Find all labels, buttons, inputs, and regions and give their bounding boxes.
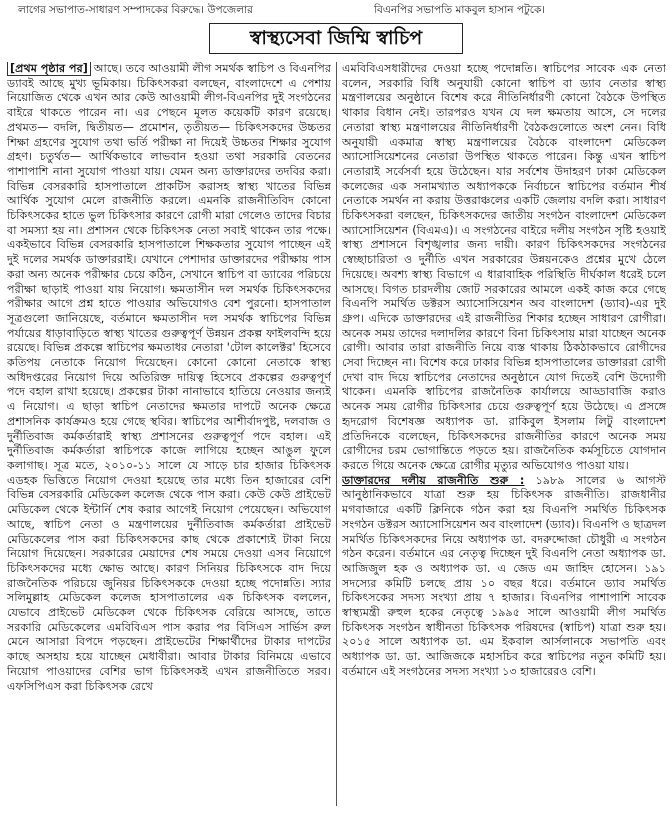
section-subheading: ডাক্তারদের দলীয় রাজনীতি শুরু : <box>342 473 525 487</box>
strip-left-text: লাগের সভাপাত-সাধারণ সম্পাদকের বিরুদ্ধে। উপজেলার <box>18 4 253 16</box>
strip-right-text: বিএনপির সভাপতি মাকবুল হাসান পটুকে। <box>374 4 546 16</box>
right-column-body-2: ১৯৮৯ সালের ৬ আগস্ট আনুষ্ঠানিকভাবে যাত্রা শুরু হয় চিকিৎসক রাজনীতি। রাজধানীর মগবাজারে একটি ক্লিনিকে গঠন করা হয় বিএনপি সমর্থিত চিকিৎসক সংগঠন ডক্টরস অ্যাসোসিয়েশন অব বাংলাদেশ (ড্যাব)। বিএনপি ও ছাত্রদল সমর্থিত চিকিৎসকদের নিয়ে অধ্যাপক ডা. বদরুদ্দোজা চৌধুরী এ সংগঠন গঠন করেন। বর্তমানে এর নেতৃত্ব দিচ্ছেন দুই বিএনপি নেতা অধ্যাপক ডা. আজিজুল হক ও অধ্যাপক ডা. এ জেড এম জাহিদ হোসেন। ১৯১ সদস্যের কমিটি চলছে প্রায় ১০ বছর ধরে। বর্তমানে ড্যাব সমর্থিত চিকিৎসকের সদস্য সংখ্যা প্রায় ৭ হাজার। বিএনপির পাশাপাশি সাবেক স্বাস্থ্যমন্ত্রী রুহুল হকের নেতৃত্বে ১৯৯৫ সালে আওয়ামী লীগ সমর্থিত চিকিৎসক সংগঠন স্বাধীনতা চিকিৎসক পরিষদের (স্বাচিপ) যাত্রা শুরু হয়। ২০১৫ সালে অধ্যাপক ডা. এম ইকবাল আর্সলানকে সভাপতি এবং অধ্যাপক ডা. ডা. আজিজকে মহাসচিব করে স্বাচিপের নতুন কমিটি হয়। বর্তমানে এই সংগঠনের সদস্য সংখ্যা ১৩ হাজারেরও বেশি। <box>342 473 666 678</box>
article-column-left <box>7 62 331 812</box>
article-column-right <box>342 62 666 812</box>
left-column-paragraph <box>7 62 331 694</box>
headline-container <box>0 23 672 54</box>
right-column-paragraph-1: এমবিবিএসধারীদের দেওয়া হচ্ছে পদোন্নতি। স্বাচিপের সাবেক এক নেতা বলেন, সরকারি বিধি অনুযায়ী কোনো স্বাচিপ বা ড্যাব নেতার স্বাস্থ্য মন্ত্রণালয়ের অনুষ্ঠানে বিশেষ করে নীতিনির্ধারণী কোনো বৈঠকে উপস্থিত থাকার বিধান নেই। তারপরও যখন যে দল ক্ষমতায় আসে, সে দলের নেতারা স্বাস্থ্য মন্ত্রণালয়ের নীতিনির্ধারণী বৈঠকগুলোতে অংশ নেন। বিধি অনুযায়ী একমাত্র স্বাস্থ্য মন্ত্রণালয়ের বৈঠকে বাংলাদেশ মেডিকেল অ্যাসোসিয়েশনের নেতারা উপস্থিত থাকতে পারেন। কিন্তু এখন স্বাচিপ নেতারাই সর্বেসর্বা হয়ে উঠেছেন। যার সর্বশেষ উদাহরণ ঢাকা মেডিকেল কলেজের এক সনামখ্যাত অধ্যাপককে নির্বাচনে স্বাচিপের বর্তমান শীর্ষ নেতাকে সমর্থন না করায় উত্তরাঞ্চলের একটি জেলায় বদলি করা। সাধারণ চিকিৎসকরা বলছেন, চিকিৎসকদের জাতীয় সংগঠন বাংলাদেশ মেডিকেল অ্যাসোসিয়েশন (বিএমএ)। এ সংগঠনের বাইরে দলীয় সংগঠন সৃষ্টি হওয়াই স্বাস্থ্য প্রশাসনে বিশৃঙ্খলার জন্য দায়ী। কারণ চিকিৎসকদের সংগঠনের স্বেচ্ছাচারিতা ও দুর্নীতি এখন সরকারের উন্নয়নকেও প্রশ্নের মুখে ঠেলে দিয়েছে। অবশ্য স্বাস্থ্য বিভাগে এ ধারাবাহিক পরিস্থিতি দীর্ঘকাল ধরেই চলে আসছে। বিগত চারদলীয় জোট সরকারের আমলে একই কাজ করে গেছে বিএনপি সমর্থিত ডক্টরস অ্যাসোসিয়েশন অব বাংলাদেশ (ড্যাব)-এর দুই গ্রুপ। এদিকে ডাক্তারদের এই রাজনীতির শিকার হচ্ছেন সাধারণ রোগীরা। অনেক সময় তাদের দলাদলির কারণে বিনা চিকিৎসায় মারা যাচ্ছেন অনেক রোগী। আবার তারা রাজনীতি নিয়ে ব্যস্ত থাকায় ঠিকঠাকভাবে রোগীদের সেবা দিচ্ছেন না। বিশেষ করে ঢাকার বিভিন্ন হাসপাতালের ডাক্তাররা রোগী দেখা বাদ দিয়ে স্বাচিপের নেতাদের অনুষ্ঠানে যোগ দিতেই বেশি উদ্যোগী থাকেন। এমনকি স্বাচিপের রাজনৈতিক কার্যালয়ে আড্ডাবাজি করাও অনেক সময় রোগীর চিকিৎসার চেয়ে গুরুত্বপূর্ণ হয়ে উঠেছে। এ প্রসঙ্গে হৃদরোগ বিশেষজ্ঞ অধ্যাপক ডা. রাকিবুল ইসলাম লিটু বাংলাদেশ প্রতিদিনকে বলেছেন, চিকিৎসকদের রাজনীতির কারণে অনেক সময় রোগীদের চরম ভোগান্তিতে পড়তে হয়। রাজনৈতিক কর্মসূচিতে যোগদান করতে গিয়ে অনেক ক্ষেত্রে রোগীর মৃত্যুর অভিযোগও পাওয়া যায়। <box>342 62 666 472</box>
article-headline: স্বাস্থ্যসেবা জিম্মি স্বাচিপ <box>209 23 463 54</box>
previous-article-strip <box>0 0 672 22</box>
right-column-paragraph-2 <box>342 474 666 680</box>
column-divider <box>336 62 337 806</box>
continuation-tag: [প্রথম পৃষ্ঠার পর] <box>7 62 91 76</box>
left-column-body: আছে। তবে আওয়ামী লীগ সমর্থক স্বাচিপ ও বিএনপির ড্যাবই আছে মুখ্য ভূমিকায়। চিকিৎসকরা বলছেন, বাংলাদেশে এ পেশায় নিয়োজিত থেকে এখন আর কেউ আওয়ামী লীগ-বিএনপির দুই সংগঠনের বাইরে থাকতে পারেন না। এর পেছনে মূলত কয়েকটি কারণ রয়েছে। প্রথমত— বদলি, দ্বিতীয়ত— প্রমোশন, তৃতীয়ত— চিকিৎসকদের উচ্চতর শিক্ষা গ্রহণের সুযোগ তথা ভর্তি পরীক্ষা না দিয়েই উচ্চতর শিক্ষার সুযোগ গ্রহণ। চতুর্থত— আর্থিকভাবে লাভবান হওয়া তথা সরকারি বেতনের পাশাপাশি নানা সুযোগ পাওয়া যায়। যেমন অন্য ডাক্তারদের তদবির করা। বিভিন্ন বেসরকারি হাসপাতালে প্রাকটিস করাসহ স্বাস্থ্য খাতের বিভিন্ন আর্থিক সুযোগ মেলে রাজনীতি করলে। এমনকি রাজনীতিবিদ কোনো চিকিৎসকের হাতে ভুল চিকিৎসার কারণে রোগী মারা গেলেও তাদের বিচার বা সমস্যা হয় না। প্রশাসন থেকে চিকিৎসক নেতা সবাই থাকেন তার পক্ষে। একইভাবে বিভিন্ন বেসরকারি হাসপাতালে শিক্ষকতার সুযোগ পাচ্ছেন এই দুই দলের সমর্থক ডাক্তাররাই। যেখানে পেশাদার ডাক্তারদের পরীক্ষায় পাস করা অন্য অনেক পরীক্ষার চেয়ে কঠিন, সেখানে স্বাচিপ বা ড্যাবের পরিচয়ে পরীক্ষা ছাড়াই পাওয়া যায় নিয়োগ। ক্ষমতাসীন দল সমর্থক চিকিৎসকদের পরীক্ষার আগে প্রশ্ন হাতে পাওয়ার অভিযোগও বেশ পুরনো। হাসপাতাল সূত্রগুলো জানিয়েছে, বর্তমানে ক্ষমতাসীন দল সমর্থক স্বাচিপের বিভিন্ন পর্যায়ের ধাড়াবাড়িতে স্বাস্থ্য খাতের গুরুত্বপূর্ণ উন্নয়ন প্রকল্প ফাইলবন্দি হয়ে রয়েছে। বিভিন্ন প্রকল্পে স্বাচিপের ক্ষমতাধর নেতারা 'টোল কালেক্টর' হিসেবে কতিপয় নেতাকে নিয়োগ দিয়েছেন। কোনো কোনো নেতাকে স্বাস্থ্য অধিদপ্তরের নিয়োগ দিয়ে অতিরিক্ত দায়িত্ব হিসেবে প্রকল্পের গুরুত্বপূর্ণ পদে বহাল রাখা হয়েছে। প্রকল্পের টাকা নানাভাবে হাতিয়ে নেওয়ার জন্যই এ নিয়োগ। এ ছাড়া স্বাচিপ নেতাদের ক্ষমতার দাপটে অনেক ক্ষেত্রে প্রশাসনিক কার্যক্রমও হয়ে গেছে স্থবির। স্বাচিপের আশীর্বাদপুষ্ট, দলবাজ ও দুর্নীতিবাজ কর্মকর্তারাই স্বাস্থ্য প্রশাসনের গুরুত্বপূর্ণ পদে বহাল। এই দুর্নীতিবাজ কর্মকর্তারা স্বাচিপকে কাজে লাগিয়ে হচ্ছেন আঙুল ফুলে কলাগাছ। সূত্র মতে, ২০১০-১১ সালে যে সাড়ে চার হাজার চিকিৎসক এডহক ভিত্তিতে নিয়োগ দেওয়া হয়েছে তার মধ্যে তিন হাজারের বেশি বিভিন্ন বেসরকারি মেডিকেল কলেজ থেকে পাস করা। কেউ কেউ প্রাইভেট মেডিকেল থেকে ইন্টার্নি শেষ করার আগেই নিয়োগ পেয়েছেন। অভিযোগ আছে, স্বাচিপ নেতা ও মন্ত্রণালয়ের দুর্নীতিবাজ কর্মকর্তারা প্রাইভেট মেডিকেলের পাস করা চিকিৎসকদের কাছ থেকে প্রকাশ্যেই টাকা নিয়ে নিয়োগ দিয়েছেন। সরকারের মেয়াদের শেষ সময়ে দেওয়া এসব নিয়োগে চিকিৎসকদের মধ্যে ক্ষোভ আছে। কারণ সিনিয়র চিকিৎসকে বাদ দিয়ে রাজনৈতিক পরিচয়ে জুনিয়র চিকিৎসককে দেওয়া হচ্ছে পদোন্নতি। স্যার সলিমুল্লাহ মেডিকেল কলেজ হাসপাতালের এক চিকিৎসক বললেন, যেভাবে প্রাইভেট মেডিকেল থেকে চিকিৎসক বেরিয়ে আসছে, তাতে সরকারি মেডিকেলের এমবিবিএস পাস করার পর বিসিএস সার্ভিস রুল মেনে আসারা বিপদে পড়ছেন। প্রাইভেটের শিক্ষার্থীদের টাকার দাপটের কাছে অসহায় হয়ে যাচ্ছেন মেধাবীরা। আবার টাকার বিনিময়ে এভাবে নিয়োগ পাওয়াদের বেশির ভাগ চিকিৎসকই এখন রাজনীতিতে সরব। এফসিপিএস করা চিকিৎসক রেখে <box>7 62 331 693</box>
